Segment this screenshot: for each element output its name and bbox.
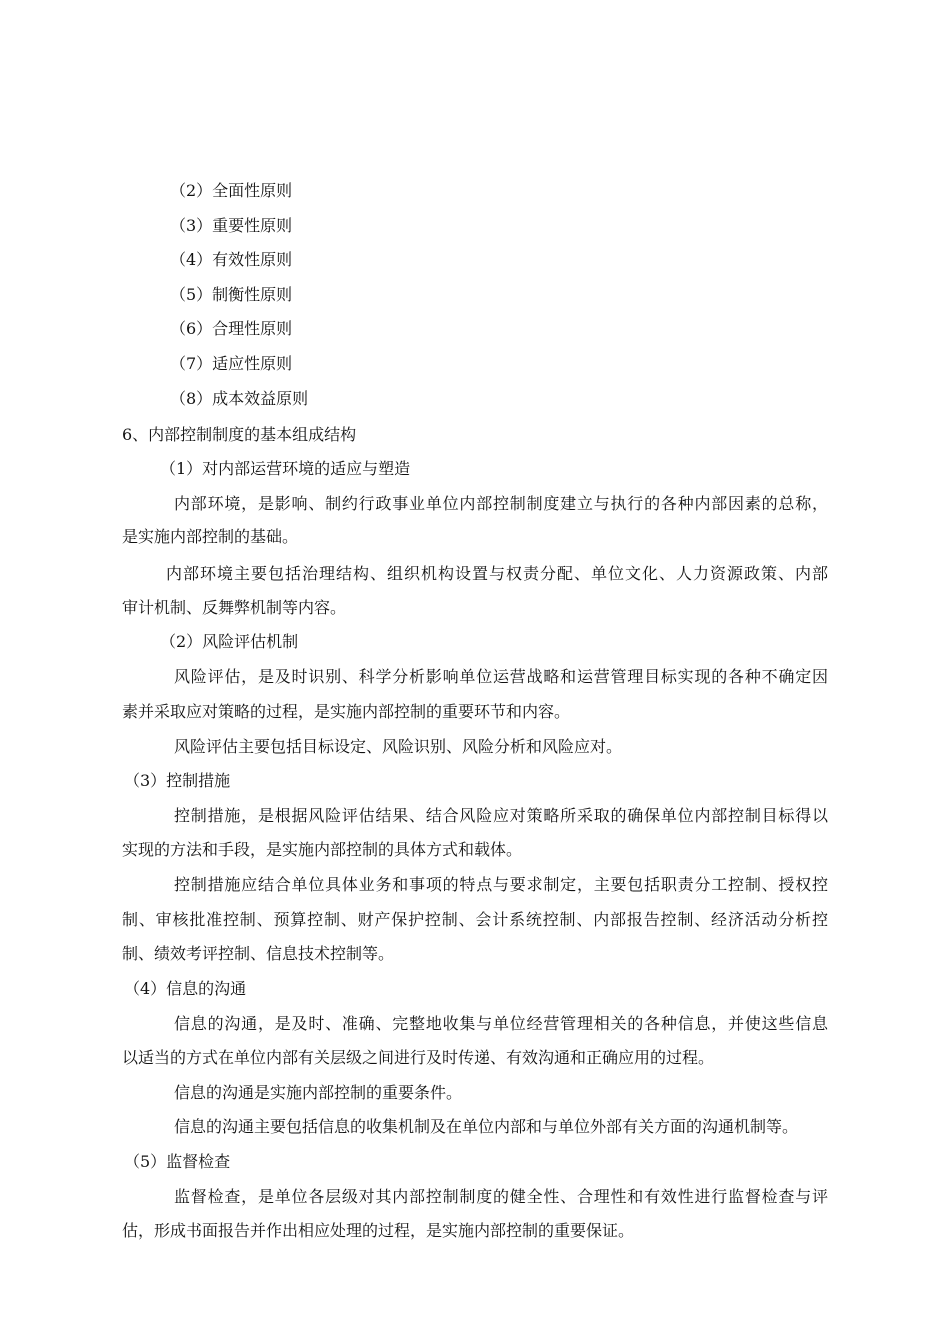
principle-item: （3）重要性原则 xyxy=(170,216,293,235)
paragraph-line: 制、审核批准控制、预算控制、财产保护控制、会计系统控制、内部报告控制、经济活动分析控 xyxy=(122,910,828,929)
paragraph-line: 风险评估，是及时识别、科学分析影响单位运营战略和运营管理目标实现的各种不确定因 xyxy=(174,667,828,686)
paragraph-line: 控制措施，是根据风险评估结果、结合风险应对策略所采取的确保单位内部控制目标得以 xyxy=(174,806,828,825)
paragraph-line: 风险评估主要包括目标设定、风险识别、风险分析和风险应对。 xyxy=(174,737,623,756)
subsection-heading: （2）风险评估机制 xyxy=(160,632,299,651)
principle-item: （2）全面性原则 xyxy=(170,181,293,200)
paragraph-line: 信息的沟通是实施内部控制的重要条件。 xyxy=(174,1083,463,1102)
paragraph-line: 以适当的方式在单位内部有关层级之间进行及时传递、有效沟通和正确应用的过程。 xyxy=(122,1048,715,1067)
subsection-heading: （4）信息的沟通 xyxy=(124,979,247,998)
paragraph-line: 监督检查，是单位各层级对其内部控制制度的健全性、合理性和有效性进行监督检查与评 xyxy=(174,1187,828,1206)
paragraph-line: 审计机制、反舞弊机制等内容。 xyxy=(122,598,347,617)
principle-item: （4）有效性原则 xyxy=(170,250,293,269)
subsection-heading: （5）监督检查 xyxy=(124,1152,231,1171)
subsection-heading: （3）控制措施 xyxy=(124,771,231,790)
paragraph-line: 制、绩效考评控制、信息技术控制等。 xyxy=(122,944,395,963)
paragraph-line: 是实施内部控制的基础。 xyxy=(122,527,299,546)
principle-item: （6）合理性原则 xyxy=(170,319,293,338)
principle-item: （7）适应性原则 xyxy=(170,354,293,373)
paragraph-line: 内部环境主要包括治理结构、组织机构设置与权责分配、单位文化、人力资源政策、内部 xyxy=(166,564,828,583)
paragraph-line: 信息的沟通主要包括信息的收集机制及在单位内部和与单位外部有关方面的沟通机制等。 xyxy=(174,1117,799,1136)
principle-item: （5）制衡性原则 xyxy=(170,285,293,304)
paragraph-line: 实现的方法和手段，是实施内部控制的具体方式和载体。 xyxy=(122,840,523,859)
section-heading: 6、内部控制制度的基本组成结构 xyxy=(122,425,357,444)
paragraph-line: 估，形成书面报告并作出相应处理的过程，是实施内部控制的重要保证。 xyxy=(122,1221,635,1240)
paragraph-line: 素并采取应对策略的过程，是实施内部控制的重要环节和内容。 xyxy=(122,702,571,721)
paragraph-line: 控制措施应结合单位具体业务和事项的特点与要求制定，主要包括职责分工控制、授权控 xyxy=(174,875,828,894)
paragraph-line: 信息的沟通，是及时、准确、完整地收集与单位经营管理相关的各种信息，并使这些信息 xyxy=(174,1014,828,1033)
principle-item: （8）成本效益原则 xyxy=(170,389,309,408)
subsection-heading: （1）对内部运营环境的适应与塑造 xyxy=(160,459,411,478)
paragraph-line: 内部环境，是影响、制约行政事业单位内部控制制度建立与执行的各种内部因素的总称， xyxy=(174,494,828,513)
